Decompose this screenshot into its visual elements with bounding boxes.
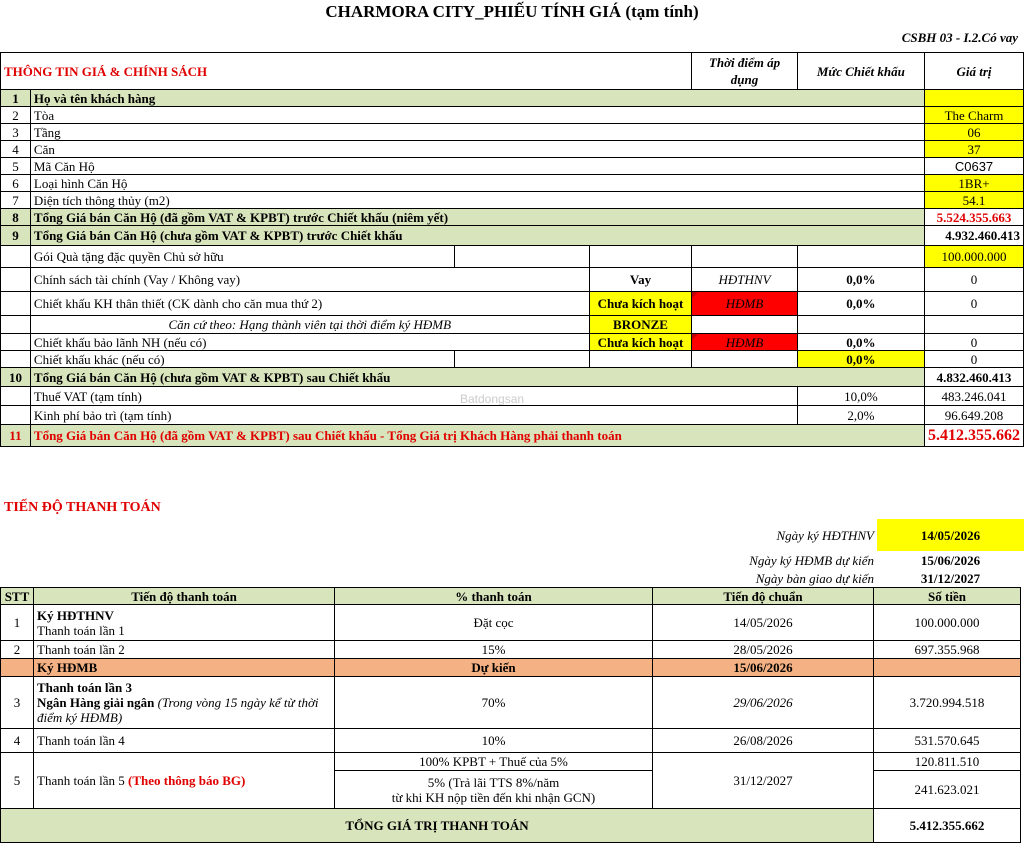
listed-price-value: 5.524.355.663 xyxy=(925,209,1024,226)
unit-type-label: Loại hình Căn Hộ xyxy=(30,175,924,192)
payment-3-title: Thanh toán lần 3 xyxy=(37,680,133,695)
payment-3-amount: 3.720.994.518 xyxy=(874,677,1021,729)
vat-rate: 10,0% xyxy=(797,387,924,406)
bank-status[interactable]: Chưa kích hoạt xyxy=(589,334,692,351)
total-payment-amount: 5.412.355.662 xyxy=(874,809,1021,843)
total-payable-label: Tổng Giá bán Căn Hộ (đã gồm VAT & KPBT) sau Chiết khấu - Tổng Giá trị Khách Hàng phải thanh toán xyxy=(30,425,924,447)
loyal-value: 0 xyxy=(925,292,1024,316)
price-after-discount-label: Tổng Giá bán Căn Hộ (chưa gồm VAT & KPBT) sau Chiết khấu xyxy=(30,368,924,387)
finance-policy-label: Chính sách tài chính (Vay / Không vay) xyxy=(30,268,589,292)
maintenance-fee-label: Kinh phí bảo trì (tạm tính) xyxy=(30,406,797,425)
row-no: 11 xyxy=(1,425,31,447)
row-no: 2 xyxy=(1,107,31,124)
section-title-payment: TIẾN ĐỘ THANH TOÁN xyxy=(4,500,161,515)
hdmb-title: Ký HĐMB xyxy=(34,659,335,677)
payment-3-date: 29/06/2026 xyxy=(653,677,874,729)
row-no: 5 xyxy=(1,158,31,175)
price-table xyxy=(0,52,1024,447)
hdmb-date: 15/06/2026 xyxy=(653,659,874,677)
payment-1-date: 14/05/2026 xyxy=(653,605,874,641)
floor-value[interactable]: 06 xyxy=(925,124,1024,141)
bank-value: 0 xyxy=(925,334,1024,351)
payment-4-percent: 10% xyxy=(335,729,653,753)
header-schedule: Tiến độ chuẩn xyxy=(653,588,874,605)
row-no: 4 xyxy=(1,141,31,158)
payment-5-amount-a: 120.811.510 xyxy=(874,753,1021,771)
row-no: 5 xyxy=(1,753,34,809)
header-progress: Tiến độ thanh toán xyxy=(34,588,335,605)
payment-dates xyxy=(0,519,1024,587)
payment-2-percent: 15% xyxy=(335,641,653,659)
payment-5-percent-a: 100% KPBT + Thuế của 5% xyxy=(335,753,653,771)
payment-3-note: (Trong vòng 15 ngày kể từ thời điểm ký HĐMB) xyxy=(37,695,319,725)
header-percent: % thanh toán xyxy=(335,588,653,605)
unit-code-value: C0637 xyxy=(925,158,1024,175)
row-no: 7 xyxy=(1,192,31,209)
bank-discount-label: Chiết khấu bảo lãnh NH (nếu có) xyxy=(30,334,589,351)
payment-1-percent: Đặt cọc xyxy=(335,605,653,641)
finance-option[interactable]: Vay xyxy=(589,268,692,292)
loyal-status[interactable]: Chưa kích hoạt xyxy=(589,292,692,316)
loyal-discount-label: Chiết khấu KH thân thiết (CK dành cho căn mua thứ 2) xyxy=(30,292,589,316)
payment-3-percent: 70% xyxy=(335,677,653,729)
floor-label: Tầng xyxy=(30,124,924,141)
payment-5-title: Thanh toán lần 5 xyxy=(37,773,125,788)
price-after-discount-value: 4.832.460.413 xyxy=(925,368,1024,387)
payment-5-note: (Theo thông báo BG) xyxy=(127,773,246,788)
row-no: 8 xyxy=(1,209,31,226)
payment-4-date: 26/08/2026 xyxy=(653,729,874,753)
maintenance-fee-value: 96.649.208 xyxy=(925,406,1024,425)
finance-value: 0 xyxy=(925,268,1024,292)
row-no: 9 xyxy=(1,226,31,246)
payment-5-percent-b-cell xyxy=(335,771,653,809)
gift-value[interactable]: 100.000.000 xyxy=(925,246,1024,268)
price-before-discount-value: 4.932.460.413 xyxy=(925,226,1024,246)
payment-5-cell xyxy=(34,753,335,809)
total-payment-label: TỔNG GIÁ TRỊ THANH TOÁN xyxy=(1,809,874,843)
other-discount-label: Chiết khấu khác (nếu có) xyxy=(30,351,454,368)
payment-5-percent-b2: từ khi KH nộp tiền đến khi nhận GCN) xyxy=(391,789,596,805)
price-before-discount-label: Tổng Giá bán Căn Hộ (chưa gồm VAT & KPBT) trước Chiết khấu xyxy=(30,226,924,246)
payment-2-amount: 697.355.968 xyxy=(874,641,1021,659)
payment-1-title: Ký HĐTHNV xyxy=(37,607,114,623)
payment-3-cell xyxy=(34,677,335,729)
loyal-time: HĐMB xyxy=(692,292,797,316)
watermark: Batdongsan xyxy=(460,392,525,406)
row-no: 2 xyxy=(1,641,34,659)
gift-label: Gói Quà tặng đặc quyền Chủ sở hữu xyxy=(30,246,454,268)
other-value: 0 xyxy=(925,351,1024,368)
member-tier: BRONZE xyxy=(589,316,692,334)
other-discount[interactable]: 0,0% xyxy=(797,351,924,368)
vat-label: Thuế VAT (tạm tính) xyxy=(30,387,797,406)
unit-code-label: Mã Căn Hộ xyxy=(30,158,924,175)
handover-date-value: 31/12/2027 xyxy=(920,570,981,586)
customer-name-label: Họ và tên khách hàng xyxy=(30,90,924,107)
customer-name-value[interactable] xyxy=(925,90,1024,107)
payment-4-title: Thanh toán lần 4 xyxy=(34,729,335,753)
col-value-header: Giá trị xyxy=(925,53,1024,90)
payment-5-date: 31/12/2027 xyxy=(653,753,874,809)
payment-1-amount: 100.000.000 xyxy=(874,605,1021,641)
payment-5-amount-b: 241.623.021 xyxy=(874,771,1021,809)
payment-1-cell xyxy=(34,605,335,641)
payment-4-amount: 531.570.645 xyxy=(874,729,1021,753)
payment-5-percent-b1: 5% (Trả lãi TTS 8%/năm xyxy=(427,774,560,790)
document-title: CHARMORA CITY_PHIẾU TÍNH GIÁ (tạm tính) xyxy=(325,2,699,21)
area-value[interactable]: 54.1 xyxy=(925,192,1024,209)
unit-value[interactable]: 37 xyxy=(925,141,1024,158)
handover-date-label: Ngày bàn giao dự kiến xyxy=(755,570,874,586)
sign-date-value[interactable]: 14/05/2026 xyxy=(877,519,1024,551)
finance-discount: 0,0% xyxy=(797,268,924,292)
policy-code: CSBH 03 - I.2.Có vay xyxy=(901,30,1018,45)
payment-3-sub: Ngân Hàng giải ngân xyxy=(37,695,155,710)
member-tier-note: Căn cứ theo: Hạng thành viên tại thời điểm ký HĐMB xyxy=(30,316,589,334)
unit-label: Căn xyxy=(30,141,924,158)
row-no: 6 xyxy=(1,175,31,192)
row-no: 3 xyxy=(1,677,34,729)
area-label: Diện tích thông thủy (m2) xyxy=(30,192,924,209)
payment-2-title: Thanh toán lần 2 xyxy=(34,641,335,659)
col-time-header: Thời điểm áp dụng xyxy=(692,53,797,90)
payment-schedule-table xyxy=(0,587,1021,843)
payment-1-sub: Thanh toán lần 1 xyxy=(37,622,125,638)
listed-price-label: Tổng Giá bán Căn Hộ (đã gồm VAT & KPBT) trước Chiết khấu (niêm yết) xyxy=(30,209,924,226)
payment-2-date: 28/05/2026 xyxy=(653,641,874,659)
section-title-price: THÔNG TIN GIÁ & CHÍNH SÁCH xyxy=(1,53,692,90)
loyal-discount: 0,0% xyxy=(797,292,924,316)
unit-type-value[interactable]: 1BR+ xyxy=(925,175,1024,192)
row-no: 1 xyxy=(1,90,31,107)
row-no: 4 xyxy=(1,729,34,753)
bank-time: HĐMB xyxy=(692,334,797,351)
total-payable-value: 5.412.355.662 xyxy=(925,425,1024,447)
contract-date-value: 15/06/2026 xyxy=(920,552,981,568)
header-amount: Số tiền xyxy=(874,588,1021,605)
sign-date-label: Ngày ký HĐTHNV xyxy=(776,527,874,543)
hdmb-percent: Dự kiến xyxy=(335,659,653,677)
row-no: 1 xyxy=(1,605,34,641)
row-no: 3 xyxy=(1,124,31,141)
finance-time: HĐTHNV xyxy=(692,268,797,292)
header-stt: STT xyxy=(1,588,34,605)
vat-value: 483.246.041 xyxy=(925,387,1024,406)
maintenance-fee-rate: 2,0% xyxy=(797,406,924,425)
tower-value[interactable]: The Charm xyxy=(925,107,1024,124)
contract-date-label: Ngày ký HĐMB dự kiến xyxy=(749,552,874,568)
bank-discount: 0,0% xyxy=(797,334,924,351)
tower-label: Tòa xyxy=(30,107,924,124)
row-no: 10 xyxy=(1,368,31,387)
col-discount-header: Mức Chiết khấu xyxy=(797,53,924,90)
